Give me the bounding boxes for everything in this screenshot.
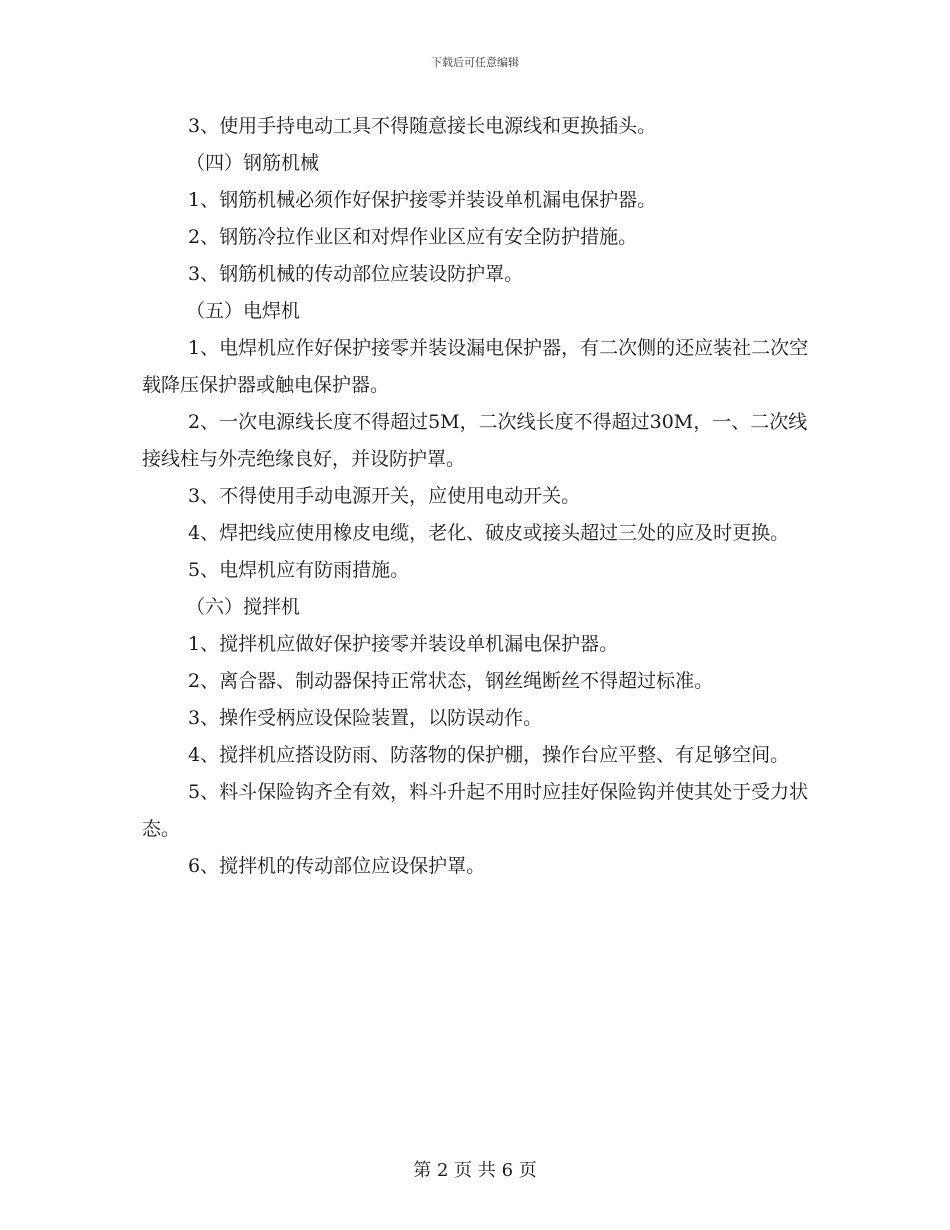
list-item: 6、搅拌机的传动部位应设保护罩。 [188,855,486,877]
list-item: 5、电焊机应有防雨措施。 [188,559,410,581]
list-item: 3、使用手持电动工具不得随意接长电源线和更换插头。 [188,115,657,137]
list-item: 3、操作受柄应设保险装置，以防误动作。 [188,707,543,729]
list-item: 5、料斗保险钩齐全有效，料斗升起不用时应挂好保险钩并使其处于受力状态。 [142,781,809,840]
section-heading: （六）搅拌机 [186,596,301,618]
header-note: 下载后可任意编辑 [431,56,519,69]
list-item: 2、一次电源线长度不得超过5M，二次线长度不得超过30M，一、二次线接线柱与外壳绝缘良好，并设防护罩。 [142,411,808,470]
list-item: 1、电焊机应作好保护接零并装设漏电保护器，有二次侧的还应装社二次空载降压保护器或触电保护器。 [142,337,809,396]
list-item: 3、不得使用手动电源开关，应使用电动开关。 [188,485,581,507]
document-body [142,108,810,885]
list-item: 1、搅拌机应做好保护接零并装设单机漏电保护器。 [188,633,619,655]
section-heading: （四）钢筋机械 [186,152,320,174]
section-heading: （五）电焊机 [186,300,301,322]
list-item: 4、搅拌机应搭设防雨、防落物的保护棚，操作台应平整、有足够空间。 [188,744,790,766]
list-item: 4、焊把线应使用橡皮电缆，老化、破皮或接头超过三处的应及时更换。 [188,522,790,544]
list-item: 1、钢筋机械必须作好保护接零并装设单机漏电保护器。 [188,189,657,211]
list-item: 2、离合器、制动器保持正常状态，钢丝绳断丝不得超过标准。 [188,670,714,692]
list-item: 2、钢筋冷拉作业区和对焊作业区应有安全防护措施。 [188,226,638,248]
list-item: 3、钢筋机械的传动部位应装设防护罩。 [188,263,524,285]
page-footer: 第 2 页 共 6 页 [413,1160,537,1181]
